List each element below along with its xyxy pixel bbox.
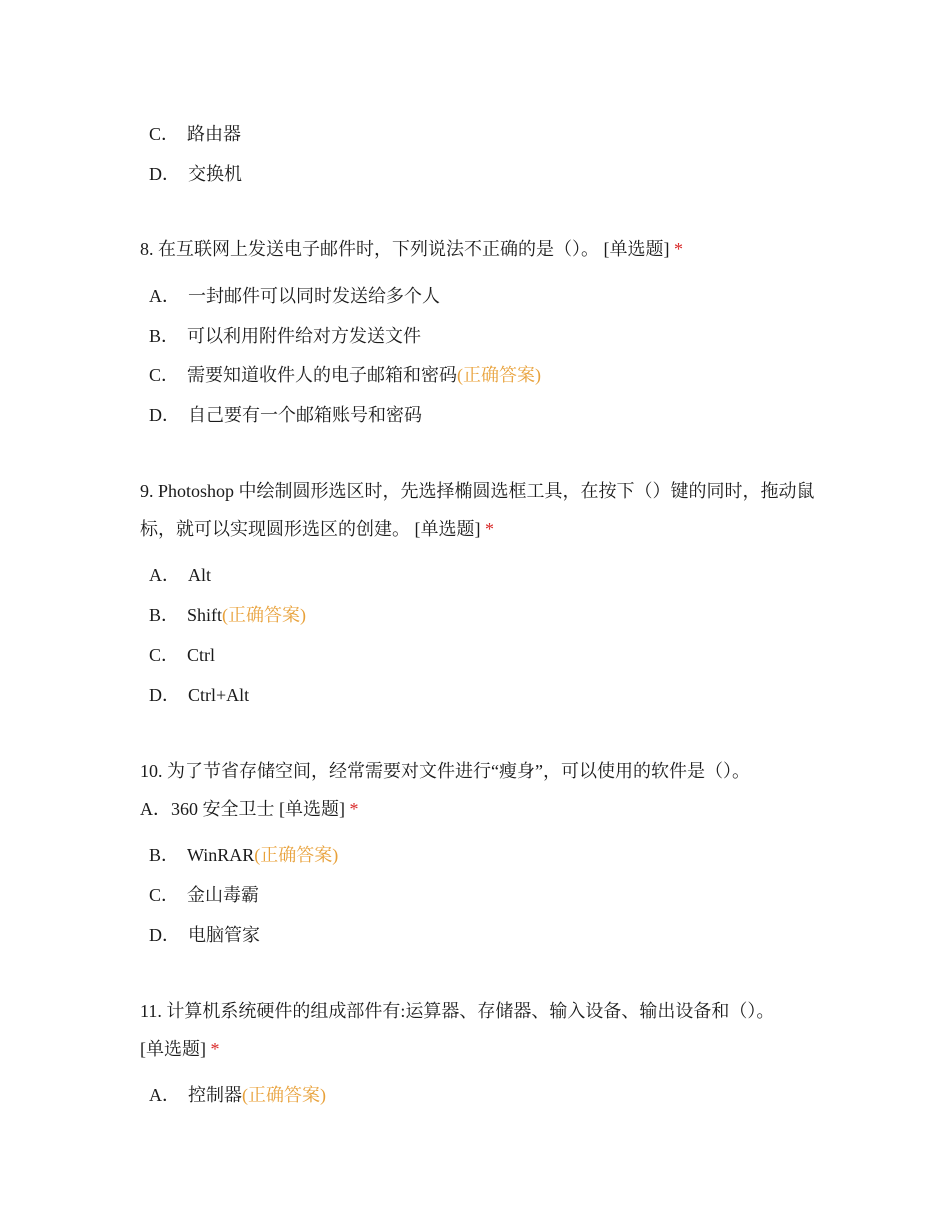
- required-mark: *: [349, 799, 359, 819]
- q10-option-b[interactable]: [149, 843, 338, 867]
- required-mark: *: [210, 1039, 220, 1059]
- option-text: Ctrl+Alt: [188, 685, 250, 705]
- q9-title: [140, 472, 820, 548]
- option-text: 可以利用附件给对方发送文件: [187, 326, 422, 346]
- q9-option-b[interactable]: [149, 603, 306, 627]
- option-text: 自己要有一个邮箱账号和密码: [188, 405, 422, 425]
- option-letter: A．: [149, 286, 180, 306]
- required-mark: *: [485, 519, 494, 539]
- q9-option-a[interactable]: [149, 563, 211, 587]
- option-letter: C．: [149, 885, 180, 905]
- correct-answer-tag: (正确答案): [222, 605, 307, 625]
- q9-option-c[interactable]: [149, 643, 215, 667]
- question-type: [单选题]: [414, 519, 481, 539]
- option-letter: C．: [149, 124, 180, 144]
- option-text: 金山毒霸: [187, 885, 260, 905]
- option-text: 交换机: [188, 164, 242, 184]
- option-letter: D．: [149, 164, 180, 184]
- q8-option-c[interactable]: [149, 363, 541, 387]
- q10-option-c[interactable]: [149, 883, 259, 907]
- q9-option-d[interactable]: [149, 683, 249, 707]
- option-letter: B．: [149, 605, 180, 625]
- option-letter: D．: [149, 685, 180, 705]
- option-text: Ctrl: [187, 645, 216, 665]
- question-type: [单选题]: [279, 799, 345, 819]
- option-text: Alt: [188, 565, 212, 585]
- q7-option-c[interactable]: [149, 122, 241, 146]
- q8-title: [140, 230, 820, 268]
- q10-option-d[interactable]: [149, 923, 260, 947]
- option-letter: A．: [149, 1085, 180, 1105]
- option-text: 电脑管家: [188, 925, 260, 945]
- option-letter: A．: [149, 565, 180, 585]
- question-text: 10. 为了节省存储空间，经常需要对文件进行“瘦身”，可以使用的软件是（）。: [140, 761, 750, 781]
- option-text: 路由器: [187, 124, 242, 144]
- q8-option-d[interactable]: [149, 403, 422, 427]
- option-letter: D．: [149, 925, 180, 945]
- option-text: 控制器: [188, 1085, 242, 1105]
- correct-answer-tag: (正确答案): [457, 365, 542, 385]
- q7-option-d[interactable]: [149, 162, 242, 186]
- question-text: 11. 计算机系统硬件的组成部件有:运算器、存储器、输入设备、输出设备和（）。: [140, 1001, 775, 1021]
- question-type: [单选题]: [140, 1039, 206, 1059]
- option-letter: B．: [149, 845, 180, 865]
- question-text-line2: A．360 安全卫士: [140, 799, 279, 819]
- option-text: 需要知道收件人的电子邮箱和密码: [187, 365, 458, 385]
- option-letter: D．: [149, 405, 180, 425]
- option-letter: C．: [149, 365, 180, 385]
- q8-option-b[interactable]: [149, 324, 421, 348]
- option-letter: C．: [149, 645, 180, 665]
- q10-title: [140, 752, 820, 828]
- option-text: WinRAR: [187, 845, 255, 865]
- option-letter: B．: [149, 326, 180, 346]
- q11-title: [140, 992, 820, 1068]
- question-type: [单选题]: [603, 239, 670, 259]
- option-text: 一封邮件可以同时发送给多个人: [188, 286, 440, 306]
- question-text: 9. Photoshop 中绘制圆形选区时，先选择椭圆选框工具，在按下（）键的同时，拖动鼠标，就可以实现圆形选区的创建。: [140, 481, 815, 539]
- correct-answer-tag: (正确答案): [242, 1085, 326, 1105]
- required-mark: *: [674, 239, 683, 259]
- q8-option-a[interactable]: [149, 284, 440, 308]
- correct-answer-tag: (正确答案): [254, 845, 339, 865]
- option-text: Shift: [187, 605, 223, 625]
- q11-option-a[interactable]: [149, 1083, 326, 1107]
- question-text: 8. 在互联网上发送电子邮件时，下列说法不正确的是（）。: [140, 239, 604, 259]
